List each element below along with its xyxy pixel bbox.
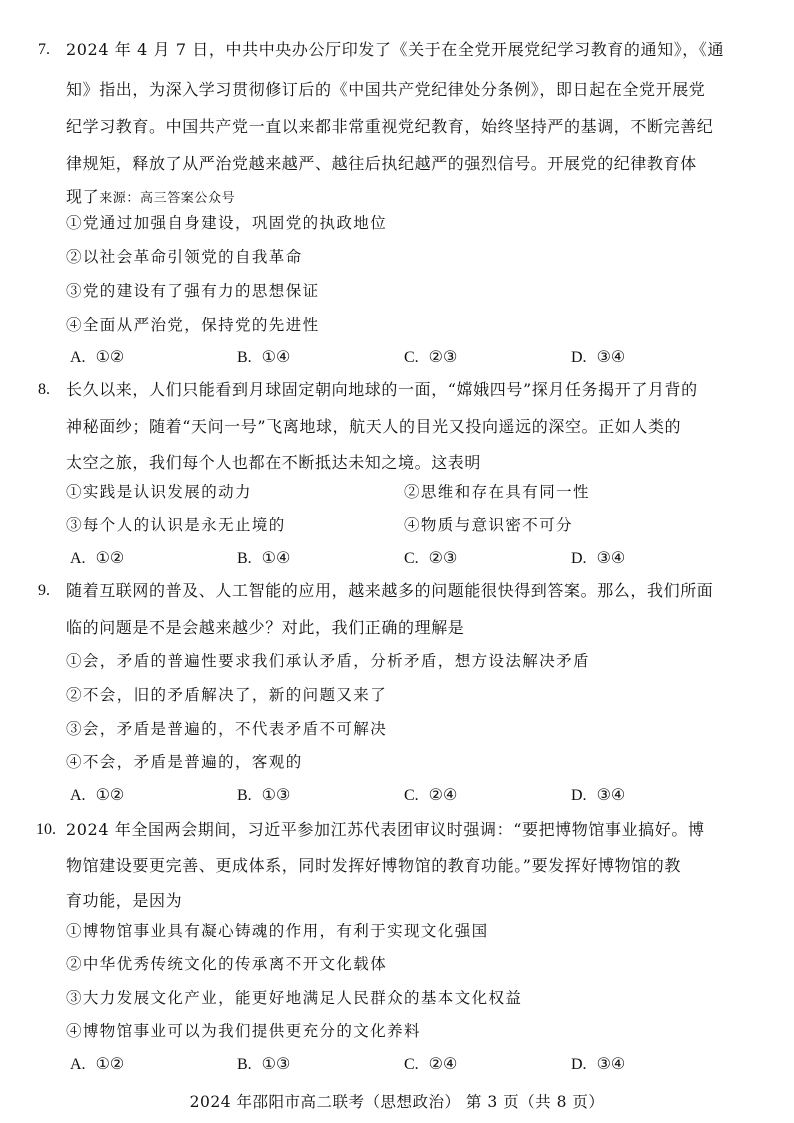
- option-statement: ④不会，矛盾是普遍的，客观的: [66, 753, 303, 771]
- choice-value: ③④: [596, 349, 626, 366]
- answer-choice-d: [571, 347, 625, 369]
- question-stem-prefix: 现了: [66, 187, 100, 206]
- choice-value: ①③: [261, 787, 291, 804]
- answer-choice-c: [404, 1054, 457, 1076]
- choice-label: D.: [571, 349, 587, 366]
- choice-label: B.: [237, 787, 252, 804]
- choice-label: D.: [571, 787, 587, 804]
- choice-label: A.: [70, 550, 86, 567]
- choice-value: ③④: [596, 550, 626, 567]
- question-stem-line: 育功能，是因为: [66, 891, 183, 910]
- choice-value: ③④: [596, 1056, 626, 1073]
- answer-choice-b: [237, 785, 290, 807]
- choice-value: ①④: [261, 550, 291, 567]
- choice-label: C.: [404, 787, 419, 804]
- question-number: 9.: [38, 582, 50, 599]
- choice-label: C.: [404, 349, 419, 366]
- choice-value: ①②: [95, 1056, 125, 1073]
- answer-choice-b: [237, 548, 290, 570]
- choice-value: ②③: [428, 550, 458, 567]
- option-statement: ②思维和存在具有同一性: [404, 483, 590, 501]
- option-statement: ②中华优秀传统文化的传承离不开文化载体: [66, 955, 388, 973]
- choice-value: ②④: [428, 787, 458, 804]
- question-stem-line: 神秘面纱；随着“天问一号”飞离地球，航天人的目光又投向遥远的深空。正如人类的: [66, 417, 682, 436]
- answer-choice-b: [237, 1054, 290, 1076]
- choice-label: B.: [237, 550, 252, 567]
- option-statement: ②不会，旧的矛盾解决了，新的问题又来了: [66, 686, 388, 704]
- choice-label: D.: [571, 550, 587, 567]
- option-statement: ①会，矛盾的普遍性要求我们承认矛盾，分析矛盾，想方设法解决矛盾: [66, 652, 590, 670]
- answer-choice-d: [571, 1054, 625, 1076]
- option-statement: ③党的建设有了强有力的思想保证: [66, 282, 320, 300]
- question-stem-line: 律规矩，释放了从严治党越来越严、越往后执纪越严的强烈信号。开展党的纪律教育体: [66, 154, 697, 173]
- page-footer: 2024 年邵阳市高二联考（思想政治） 第 3 页（共 8 页）: [189, 1093, 605, 1111]
- choice-value: ③④: [596, 787, 626, 804]
- choice-label: D.: [571, 1056, 587, 1073]
- answer-choice-d: [571, 548, 625, 570]
- choice-value: ②③: [428, 349, 458, 366]
- option-statement: ④博物馆事业可以为我们提供更充分的文化养料: [66, 1022, 421, 1040]
- question-stem-line: [66, 186, 235, 210]
- choice-value: ①②: [95, 787, 125, 804]
- option-statement: ③每个人的认识是永无止境的: [66, 516, 286, 534]
- option-statement: ①博物馆事业具有凝心铸魂的作用，有利于实现文化强国: [66, 922, 489, 940]
- choice-label: A.: [70, 349, 86, 366]
- choice-label: B.: [237, 1056, 252, 1073]
- answer-choice-c: [404, 347, 457, 369]
- question-stem-line: 知》指出，为深入学习贯彻修订后的《中国共产党纪律处分条例》，即日起在全党开展党: [66, 80, 706, 99]
- option-statement: ①党通过加强自身建设，巩固党的执政地位: [66, 214, 388, 232]
- choice-label: C.: [404, 1056, 419, 1073]
- option-statement: ④物质与意识密不可分: [404, 516, 574, 534]
- question-number: 8.: [38, 381, 50, 398]
- answer-choice-a: [70, 1054, 124, 1076]
- answer-choice-c: [404, 548, 457, 570]
- source-note: 来源：高三答案公众号: [99, 191, 236, 206]
- choice-label: C.: [404, 550, 419, 567]
- option-statement: ④全面从严治党，保持党的先进性: [66, 316, 320, 334]
- answer-choice-a: [70, 785, 124, 807]
- option-statement: ①实践是认识发展的动力: [66, 483, 252, 501]
- choice-value: ②④: [428, 1056, 458, 1073]
- question-stem-line: 长久以来，人们只能看到月球固定朝向地球的一面，“嫦娥四号”探月任务揭开了月背的: [66, 380, 698, 399]
- question-stem-line: 2024 年全国两会期间，习近平参加江苏代表团审议时强调：“要把博物馆事业搞好。博: [66, 820, 705, 839]
- answer-choice-b: [237, 347, 290, 369]
- choice-value: ①③: [261, 1056, 291, 1073]
- question-stem-line: 太空之旅，我们每个人也都在不断抵达未知之境。这表明: [66, 453, 482, 472]
- answer-choice-a: [70, 548, 124, 570]
- choice-label: B.: [237, 349, 252, 366]
- answer-choice-c: [404, 785, 457, 807]
- choice-label: A.: [70, 787, 86, 804]
- question-number: 10.: [36, 821, 56, 838]
- choice-value: ①②: [95, 550, 125, 567]
- question-stem-line: 2024 年 4 月 7 日，中共中央办公厅印发了《关于在全党开展党纪学习教育的通知》，《通: [66, 40, 725, 59]
- option-statement: ③大力发展文化产业，能更好地满足人民群众的基本文化权益: [66, 989, 523, 1007]
- choice-value: ①④: [261, 349, 291, 366]
- option-statement: ③会，矛盾是普遍的，不代表矛盾不可解决: [66, 720, 388, 738]
- question-stem-line: 随着互联网的普及、人工智能的应用，越来越多的问题能很快得到答案。那么，我们所面: [66, 581, 714, 600]
- choice-label: A.: [70, 1056, 86, 1073]
- question-number: 7.: [38, 41, 50, 58]
- question-stem-line: 纪学习教育。中国共产党一直以来都非常重视党纪教育，始终坚持严的基调，不断完善纪: [66, 117, 714, 136]
- choice-value: ①②: [95, 349, 125, 366]
- answer-choice-d: [571, 785, 625, 807]
- question-stem-line: 临的问题是不是会越来越少？对此，我们正确的理解是: [66, 618, 465, 637]
- question-stem-line: 物馆建设要更完善、更成体系，同时发挥好博物馆的教育功能。”要发挥好博物馆的教: [66, 856, 681, 875]
- option-statement: ②以社会革命引领党的自我革命: [66, 248, 303, 266]
- answer-choice-a: [70, 347, 124, 369]
